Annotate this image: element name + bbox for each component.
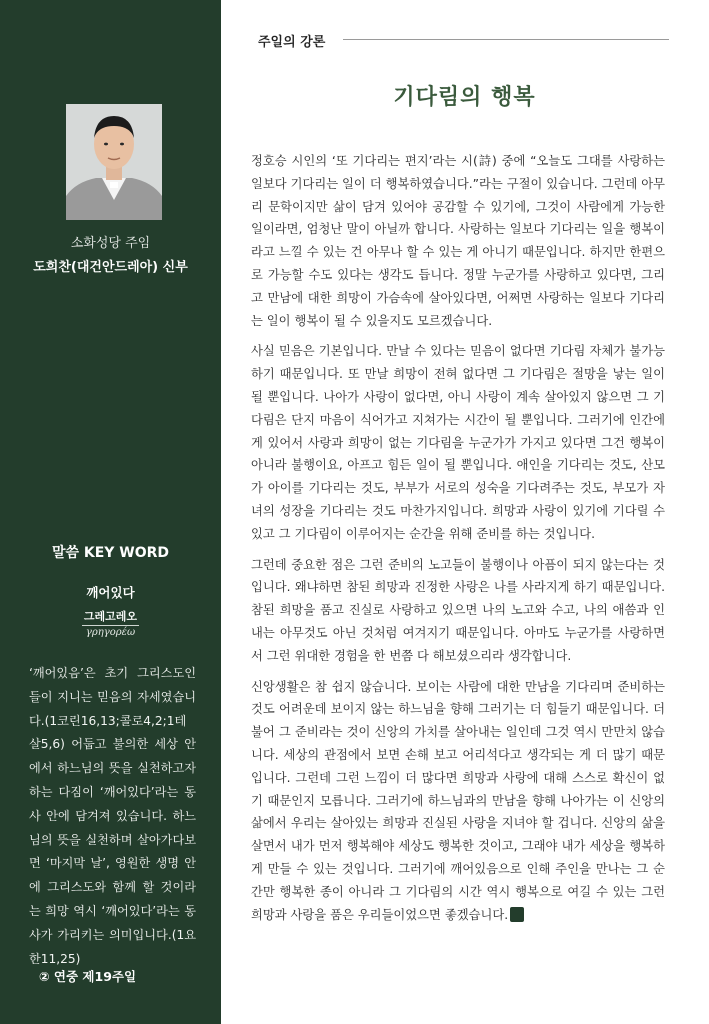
article-paragraph: 사실 믿음은 기본입니다. 만날 수 있다는 믿음이 없다면 기다림 자체가 불가능하기 때문입니다. 또 만날 희망이 전혀 없다면 그 기다림은 절망을 낳는 일이 될 뿐입니다. 나아가 사랑이 없다면, 아니 사랑이 계속 살아있지 않으면 그 기다림은 단지 마음이 식어가고 지쳐가는 시간이 될 뿐입니다. 그러기에 인간에게 있어서 사랑과 희망이 없는 기다림을 누군가가 가지고 있다면 그건 행복이 아니라 불행이요, 아프고 힘든 일이 될 뿐입니다. 애인을 기다리는 것도, 산모가 아이를 기다리는 것도, 부부가 서로의 성숙을 기다려주는 것도, 부모가 자녀의 성장을 기다리는 것도 마찬가지입니다. 희망과 사랑이 있기에 기다릴 수 있고 그 기다림이 이루어지는 순간을 위해 준비를 하는 것입니다. bbox=[251, 344, 665, 541]
article-title: 기다림의 행복 bbox=[393, 85, 536, 110]
keyword-explanation bbox=[29, 662, 196, 971]
keyword-heading: 말씀 KEY WORD bbox=[51, 545, 170, 561]
header-divider bbox=[343, 39, 669, 40]
article-paragraph bbox=[251, 676, 665, 927]
end-mark-icon bbox=[510, 907, 524, 922]
article-paragraph: 정호승 시인의 ‘또 기다리는 편지’라는 시(詩) 중에 “오늘도 그대를 사랑하는 일보다 기다리는 일이 더 행복하였습니다.”라는 구절이 있습니다. 그런데 아무리 문학이지만 삶이 담겨 있어야 공감할 수 있기에, 그것이 사람에게 가능한 일이라면, 엄청난 말이 아닐까 합니다. 사랑하는 일보다 기다리는 일을 행복이라고 느낄 수 있는 건 아무나 할 수 있는 게 아니기 때문입니다. 하지만 한편으로 가능할 수도 있다는 생각도 듭니다. 정말 누군가를 사랑하고 있다면, 그리고 만남에 대한 희망이 가슴속에 살아있다면, 어쩌면 사랑하는 일보다 기다리는 일이 행복이 될 수 있을지도 모르겠습니다. bbox=[251, 154, 665, 328]
article-paragraph: 그런데 중요한 점은 그런 준비의 노고들이 불행이나 아픔이 되지 않는다는 것입니다. 왜냐하면 참된 희망과 진정한 사랑은 나를 사라지게 하기 때문입니다. 참된 희망을 품고 진실로 사랑하고 있으면 나의 노고와 수고, 나의 애씀과 인내는 아무것도 아닌 것처럼 여겨지기 때문입니다. 아마도 누군가를 사랑하면서 그런 위대한 경험을 한 번쯤 다 해보셨으리라 생각합니다. bbox=[251, 557, 665, 663]
section-label: 주일의 강론 bbox=[258, 35, 326, 50]
page-footer: ② 연중 제19주일 bbox=[39, 969, 137, 984]
priest-photo bbox=[66, 104, 162, 220]
sidebar bbox=[0, 0, 221, 1024]
church-name: 소화성당 주임 bbox=[70, 236, 151, 251]
keyword-divider bbox=[82, 625, 139, 626]
keyword-greek-label: 그레고레오 bbox=[83, 610, 138, 623]
priest-name: 도희찬(대건안드레아) 신부 bbox=[33, 260, 188, 275]
keyword-explanation-text: ‘깨어있음’은 초기 그리스도인들이 지니는 믿음의 자세였습니다.(1코린16,13;콜로4,2;1테살5,6) 어둡고 불의한 세상 안에서 하느님의 뜻을 실천하고자 하는 다짐이 ‘깨어있다’라는 동사 안에 담겨져 있습니다. 하느님의 뜻을 실천하며 살아가다보면 ‘마지막 날’, 영원한 생명 안에 그리스도와 함께 할 것이라는 희망 역시 ‘깨어있다’라는 동사가 가리키는 의미입니다.(1요한11,25) bbox=[29, 666, 196, 966]
article-paragraph-text: 신앙생활은 참 쉽지 않습니다. 보이는 사람에 대한 만남을 기다리며 준비하는 것도 어려운데 보이지 않는 하느님을 향해 그러기는 더 힘들기 때문입니다. 더불어 그 준비라는 것이 신앙의 가치를 살아내는 일인데 그것 역시 만만치 않습니다. 세상의 관점에서 보면 손해 보고 어리석다고 생각되는 게 더 많기 때문입니다. 그런데 그런 느낌이 더 많다면 희망과 사랑에 대해 스스로 확신이 없기 때문인지 모릅니다. 그러기에 하느님과의 만남을 향해 나아가는 이 신앙의 삶에서 우리는 살아있는 희망과 진실된 사랑을 지녀야 할 겁니다. 신앙의 삶을 살면서 내가 먼저 행복해야 세상도 행복한 것이고, 그래야 내가 세상을 행복하게 만들 수 있는 것입니다. 그러기에 깨어있음으로 인해 주인을 만나는 그 순간만 행복한 종이 아니라 그 기다림의 시간 역시 행복으로 여길 수 있는 그런 희망과 사랑을 품은 우리들이었으면 좋겠습니다. bbox=[251, 679, 665, 922]
keyword-word: 깨어있다 bbox=[86, 585, 135, 600]
keyword-transliteration: γρηγορέω bbox=[85, 627, 136, 638]
article-body bbox=[251, 150, 665, 934]
